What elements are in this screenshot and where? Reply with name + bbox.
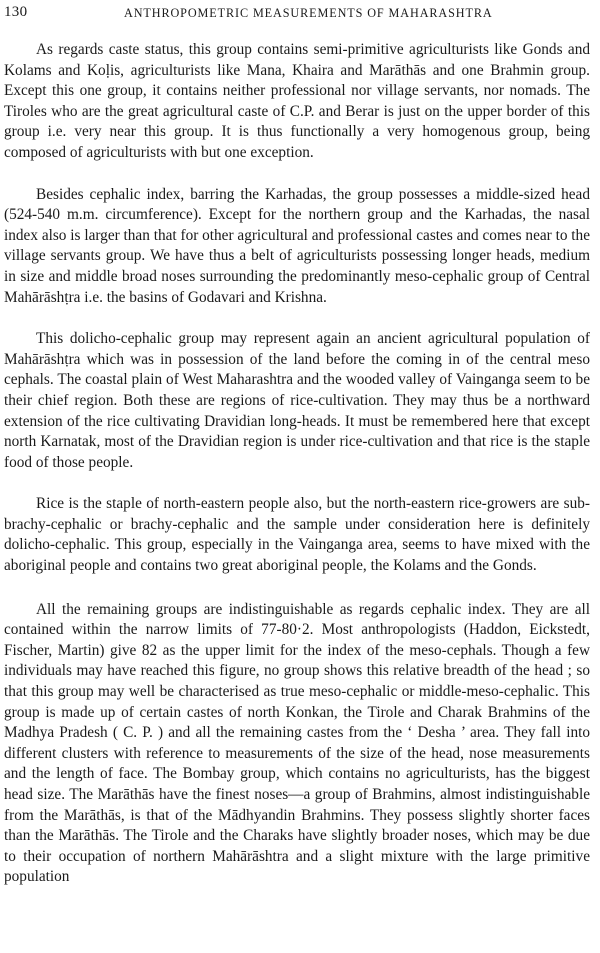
paragraph-cephalic-index: Besides cephalic index, barring the Karhadas, the group possesses a middle-sized head (524-540 m.m. circumference). Except for the northern group and the Karhadas, the nasal index also is larger than that for other agricultural and professional castes and comes near to the village servants group. We have thus a belt of agriculturists possessing longer heads, medium in size and middle broad noses surrounding the predominantly meso-cephalic group of Central Mahārāshṭra i.e. the basins of Godavari and Krishna.: [4, 185, 590, 306]
paragraph-remaining-groups: All the remaining groups are indistinguishable as regards cephalic index. They are all contained within the narrow limits of 77-80·2. Most anthropologists (Haddon, Eickstedt, Fischer, Martin) give 82 as the upper limit for the index of the meso-cephals. Though a few individuals may have reached this figure, no group shows this relative breadth of the head ; so that this group may well be characterised as true meso-cephalic or middle-meso-cephalic. This group is made up of certain castes of north Konkan, the Tirole and Charak Brahmins of the Madhya Pradesh ( C. P. ) and all the remaining castes from the ‘ Desha ’ area. They fall into different clusters with reference to measurements of the size of the head, nose measurements and the length of face. The Bombay group, which contains no agriculturists, has the biggest head size. The Marāthās have the finest noses—a group of Brahmins, almost indistinguishable from the Marāthās, is that of the Mādhyandin Brahmins. They possess slightly shorter faces than the Marāthās. The Tirole and the Charaks have slightly broader noses, which may be due to their occupation of northern Mahārāshtra and a slight mixture with the large primitive population: [4, 600, 590, 886]
paragraph-caste-status: As regards caste status, this group contains semi-primitive agriculturists like Gonds and Kolams and Koḷis, agriculturists like Mana, Khaira and Marāthās and one Brahmin group. Except this one group, it contains neither professional nor village servants, nor nomads. The Tiroles who are the great agricultural caste of C.P. and Berar is just on the upper border of this group i.e. very near this group. It is thus functionally a very homogenous group, being composed of agriculturists with but one exception.: [4, 41, 590, 161]
running-head: [4, 4, 590, 26]
paragraph-rice-staple: Rice is the staple of north-eastern people also, but the north-eastern rice-growers are sub-brachy-cephalic or brachy-cephalic and the sample under consideration here is definitely dolicho-cephalic. This group, especially in the Vainganga area, seems to have mixed with the aboriginal people and contains two great aboriginal people, the Kolams and the Gonds.: [4, 495, 590, 575]
running-title: ANTHROPOMETRIC MEASUREMENTS OF MAHARASHTRA: [124, 6, 493, 20]
page-number: 130: [4, 4, 28, 20]
body-text: [4, 40, 590, 888]
paragraph-dolicho-cephalic: This dolicho-cephalic group may represent again an ancient agricultural population of Mahārāshṭra which was in possession of the land before the coming in of the central meso cephals. The coastal plain of West Maharashtra and the wooded valley of Vainganga seem to be their chief region. Both these are regions of rice-cultivation. They may thus be a northward extension of the rice cultivating Dravidian long-heads. It must be remembered here that except north Karnatak, most of the Dravidian region is under rice-cultivation and that rice is the staple food of those people.: [4, 330, 590, 471]
